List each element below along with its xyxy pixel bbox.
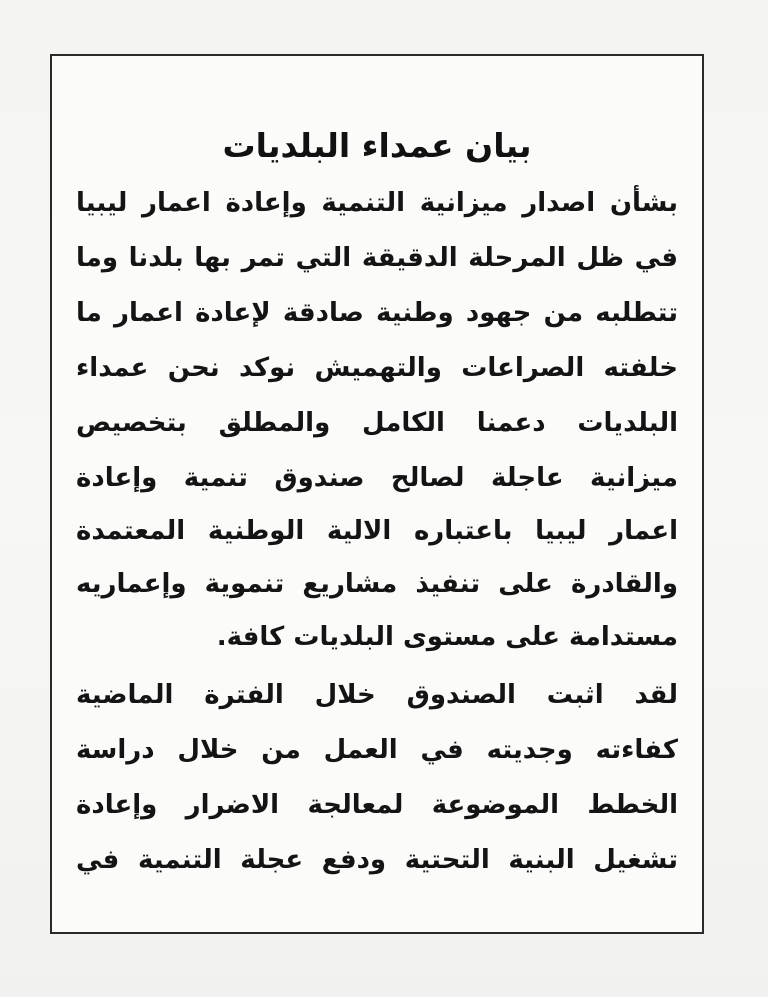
document-title: بيان عمداء البلديات	[222, 126, 532, 165]
paragraph-1-line-3: تتطلبه من جهود وطنية صادقة لإعادة اعمار ما	[76, 298, 678, 328]
paragraph-2-line-4: تشغيل البنية التحتية ودفع عجلة التنمية في	[76, 845, 678, 875]
paragraph-2-line-1: لقد اثبت الصندوق خلال الفترة الماضية	[76, 680, 678, 710]
paragraph-1-line-2: في ظل المرحلة الدقيقة التي تمر بها بلدنا وما	[76, 243, 678, 273]
paragraph-2-line-2: كفاءته وجديته في العمل من خلال دراسة	[76, 735, 678, 765]
document-frame	[50, 54, 704, 934]
paragraph-1-line-8: والقادرة على تنفيذ مشاريع تنموية وإعماريه	[76, 569, 678, 599]
paragraph-2-line-3: الخطط الموضوعة لمعالجة الاضرار وإعادة	[76, 790, 678, 820]
paragraph-1-line-7: اعمار ليبيا باعتباره الالية الوطنية المعتمدة	[76, 516, 678, 546]
paragraph-1-line-6: ميزانية عاجلة لصالح صندوق تنمية وإعادة	[76, 463, 678, 493]
paragraph-1-line-4: خلفته الصراعات والتهميش نوكد نحن عمداء	[76, 353, 678, 383]
paragraph-1-line-1: بشأن اصدار ميزانية التنمية وإعادة اعمار ليبيا	[76, 188, 678, 218]
paragraph-1-line-5: البلديات دعمنا الكامل والمطلق بتخصيص	[76, 408, 678, 438]
paragraph-1-line-9: مستدامة على مستوى البلديات كافة.	[216, 622, 678, 652]
